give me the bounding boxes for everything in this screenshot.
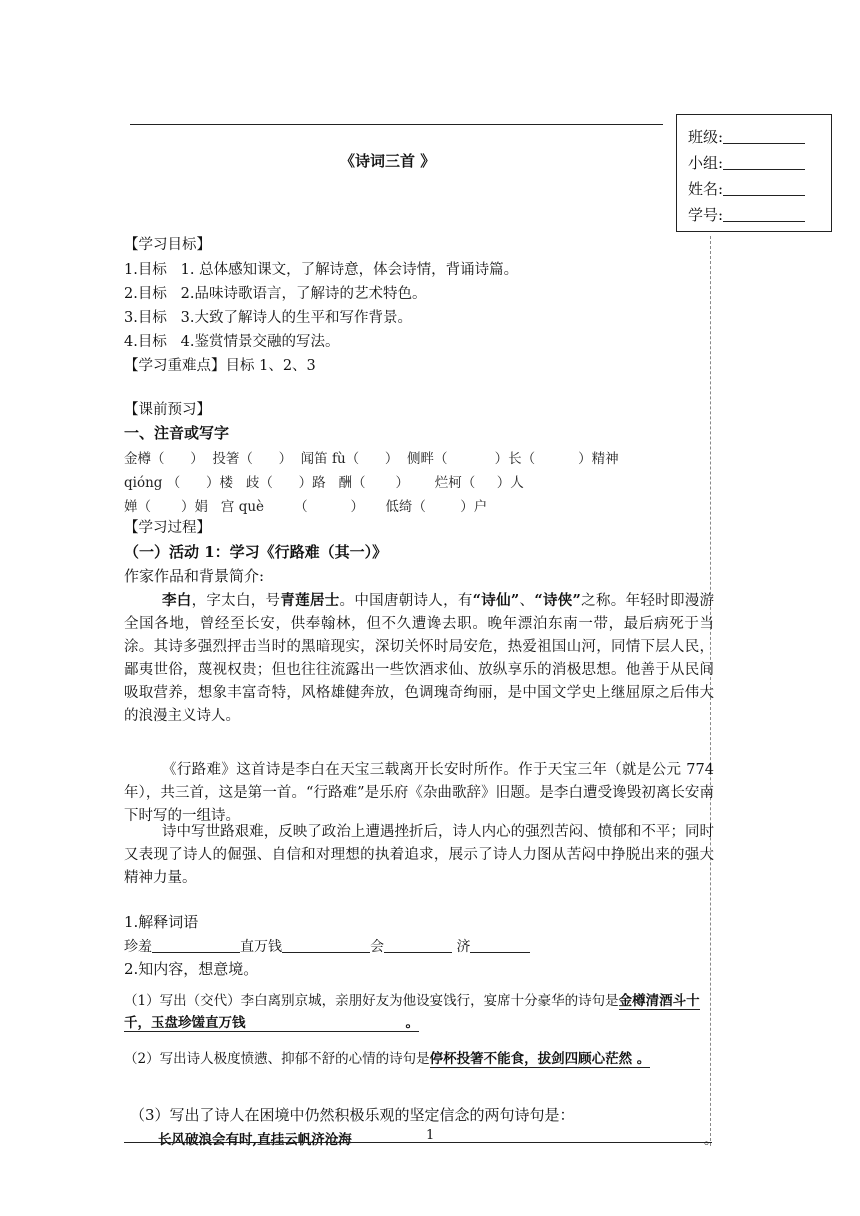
page-number: 1 xyxy=(426,1128,435,1143)
vocab-word-2: 直万钱 xyxy=(240,939,282,955)
header-rule xyxy=(130,124,663,125)
bio-text-a: ，字太白，号 xyxy=(191,593,281,609)
bio-title-1: “诗仙” xyxy=(472,592,520,609)
question-3-answer-line xyxy=(124,1142,712,1143)
vocab-blank-3[interactable] xyxy=(384,938,452,953)
bio-text-b: 。中国唐朝诗人，有 xyxy=(339,593,473,609)
vocab-word-1: 珍羞 xyxy=(124,939,152,955)
student-info-box xyxy=(676,114,832,232)
process-heading: 【学习过程】 xyxy=(124,520,211,536)
preview-subheading: 一、注音或写字 xyxy=(124,424,230,442)
bio-text-d: 之称。年轻时即漫游全国各地，曾经至长安，供奉翰林，但不久遭谗去职。晚年漂泊东南一带，最后病死于当涂。其诗多强烈抨击当时的黑暗现实，深切关怀时局安危，热爱祖国山河，同情下层人民，鄙夷世俗，蔑视权贵；但也往往流露出一些饮酒求仙、放纵享乐的消极思想。他善于从民间吸取营养，想象丰富奇特，风格雄健奔放，色调瑰奇绚丽，是中国文学史上继屈原之后伟大的浪漫主义诗人。 xyxy=(124,593,715,724)
question-1-text: （1）写出（交代）李白离别京城，亲朋好友为他设宴饯行，宴席十分豪华的诗句是 xyxy=(124,993,619,1009)
class-field[interactable] xyxy=(723,129,805,144)
question-2-answer[interactable]: 停杯投箸不能食，拔剑四顾心茫然 。 xyxy=(429,1051,651,1067)
intro-label: 作家作品和背景简介: xyxy=(124,567,265,585)
author-bio-paragraph xyxy=(124,589,714,728)
vocab-blank-1[interactable] xyxy=(152,938,240,953)
activity-heading: （一）活动 1：学习《行路难（其一）》 xyxy=(124,543,388,561)
objective-item-4: 4.目标 4.鉴赏情景交融的写法。 xyxy=(124,334,340,350)
vocab-word-4: 济 xyxy=(456,939,471,955)
bio-title-2: “诗侠” xyxy=(534,592,581,609)
preview-heading: 【课前预习】 xyxy=(124,402,211,418)
group-field[interactable] xyxy=(723,155,805,170)
objective-item-2: 2.目标 2.品味诗歌语言，了解诗的艺术特色。 xyxy=(124,286,427,302)
comprehension-heading: 2.知内容，想意境。 xyxy=(124,960,259,978)
group-label: 小组: xyxy=(688,154,724,172)
vocab-word-3: 会 xyxy=(370,939,384,955)
author-name: 李白 xyxy=(162,592,192,609)
question-1-answer[interactable]: 金樽清酒斗十千，玉盘珍馐直万钱 。 xyxy=(124,993,700,1031)
vocab-blank-4[interactable] xyxy=(470,938,530,953)
poem-background-paragraph: 《行路难》这首诗是李白在天宝三载离开长安时所作。作于天宝三年（就是公元 774 年），共三首，这是第一首。“行路难”是乐府《杂曲歌辞》旧题。是李白遭受谗毁初离长安南下时写的一组诗。 xyxy=(124,762,714,824)
objective-item-3: 3.目标 3.大致了解诗人的生平和写作背景。 xyxy=(124,310,412,326)
poem-theme-paragraph: 诗中写世路艰难，反映了政治上遭遇挫折后，诗人内心的强烈苦闷、愤郁和不平；同时又表现了诗人的倔强、自信和对理想的执着追求，展示了诗人力图从苦闷中挣脱出来的强大精神力量。 xyxy=(124,824,714,886)
vocab-heading: 1.解释词语 xyxy=(124,913,199,931)
name-label: 姓名: xyxy=(688,180,724,198)
objective-item-1: 1.目标 1. 总体感知课文，了解诗意，体会诗情，背诵诗篇。 xyxy=(124,262,519,278)
vocab-blank-2[interactable] xyxy=(282,938,370,953)
question-3-answer[interactable]: 长风破浪会有时,直挂云帆济沧海 xyxy=(158,1132,352,1148)
name-field[interactable] xyxy=(723,181,805,196)
class-label: 班级: xyxy=(688,128,724,146)
pinyin-row-3: 婵（ ）娟 宫 què （ ） 低绮（ ）户 xyxy=(124,499,488,515)
question-2-text: （2）写出诗人极度愤懑、抑郁不舒的心情的诗句是 xyxy=(124,1051,430,1067)
pinyin-row-1: 金樽（ ） 投箸（ ） 闻笛 fù（ ） 侧畔（ ）长（ ）精神 xyxy=(124,451,619,467)
number-label: 学号: xyxy=(688,206,724,224)
number-field[interactable] xyxy=(723,207,805,222)
page-title: 《诗词三首 》 xyxy=(340,152,436,170)
objectives-heading: 【学习目标】 xyxy=(124,237,211,253)
question-3-text: （3）写出了诗人在困境中仍然积极乐观的坚定信念的两句诗句是： xyxy=(130,1106,575,1124)
key-points: 【学习重难点】目标 1、2、3 xyxy=(124,358,316,374)
question-3-end: 。 xyxy=(704,1132,718,1148)
question-2 xyxy=(124,1048,714,1070)
pinyin-row-2: qióng （ ）楼 歧（ ）路 酬（ ） 烂柯（ ）人 xyxy=(124,475,524,491)
bio-text-c: 、 xyxy=(519,593,535,609)
author-hao: 青莲居士 xyxy=(280,592,340,609)
question-1 xyxy=(124,990,714,1034)
vocab-row xyxy=(124,936,530,956)
